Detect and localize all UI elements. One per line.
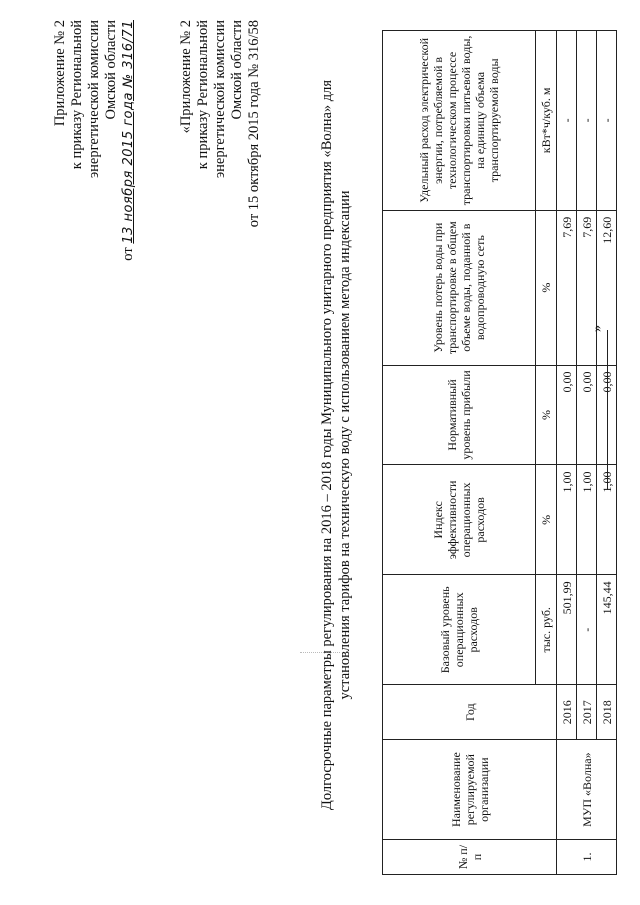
year-cell: 2018 [597,685,617,740]
appendix-label: Приложение № 2 [52,20,68,127]
commission-line: энергетической комиссии [212,20,228,179]
unit-cell: % [536,465,557,575]
index-cell: 1,00 [557,465,577,575]
region-line: Омской области [103,20,119,120]
order-ref-line: к приказу Региональной [195,20,211,170]
profit-cell: 0,00 [597,365,617,465]
date-line [120,20,137,420]
table-row [557,31,577,875]
order-ref-line: к приказу Региональной [69,20,85,170]
base-cost-cell: - [577,575,597,685]
unit-cell: кВт*ч/куб. м [536,31,557,211]
profit-cell: 0,00 [577,365,597,465]
year-cell: 2017 [577,685,597,740]
document-title [318,35,354,855]
profit-cell: 0,00 [557,365,577,465]
handwritten-date-number: 13 ноября 2015 года № 316/71 [121,20,136,244]
table-header-row [383,31,536,875]
energy-cell: - [597,31,617,211]
commission-line: энергетической комиссии [86,20,102,179]
title-line-1: Долгосрочные параметры регулирования на 2016 – 2018 годы Муниципального унитарного предприятия «Волна» для [319,79,335,811]
index-cell: 1,00 [597,465,617,575]
unit-cell: тыс. руб. [536,575,557,685]
col-header-profit: Нормативный уровень прибыли [383,365,536,465]
col-header-base-costs: Базовый уровень операционных расходов [383,575,536,685]
energy-cell: - [557,31,577,211]
col-header-water-loss: Уровень потерь воды при транспортировке в общем объеме воды, поданной в водопроводную сеть [383,210,536,365]
appendix-label: «Приложение № 2 [178,20,194,134]
row-number: 1. [557,840,617,875]
energy-cell: - [577,31,597,211]
col-header-energy: Удельный расход электрической энергии, потребляемой в технологическом процессе транспортировки питьевой воды, на единицу объема транспортируемой воды [383,31,536,211]
base-cost-cell: 501,99 [557,575,577,685]
col-header-number: № п/п [383,840,557,875]
year-cell: 2016 [557,685,577,740]
loss-cell: 7,69 [557,210,577,365]
loss-cell: 7,69 [577,210,597,365]
approval-header [52,20,137,420]
closing-quote: » [590,325,605,332]
loss-cell: 12,60 [597,210,617,365]
col-header-efficiency-index: Индекс эффективности операционных расходов [383,465,536,575]
region-line: Омской области [229,20,245,120]
date-prefix: от [120,247,136,261]
date-line: от 15 октября 2015 года № 316/58 [246,20,262,228]
title-line-2: установления тарифов на техническую воду с использованием метода индексации [337,190,353,700]
unit-cell: % [536,365,557,465]
unit-cell: % [536,210,557,365]
col-header-year: Год [383,685,557,740]
amended-appendix-header [178,20,263,420]
parameters-table [382,30,617,875]
closing-rule [607,330,608,490]
col-header-org: Наименование регулируемой организации [383,740,557,840]
index-cell: 1,00 [577,465,597,575]
org-name: МУП «Волна» [557,740,617,840]
base-cost-cell: 145,44 [597,575,617,685]
